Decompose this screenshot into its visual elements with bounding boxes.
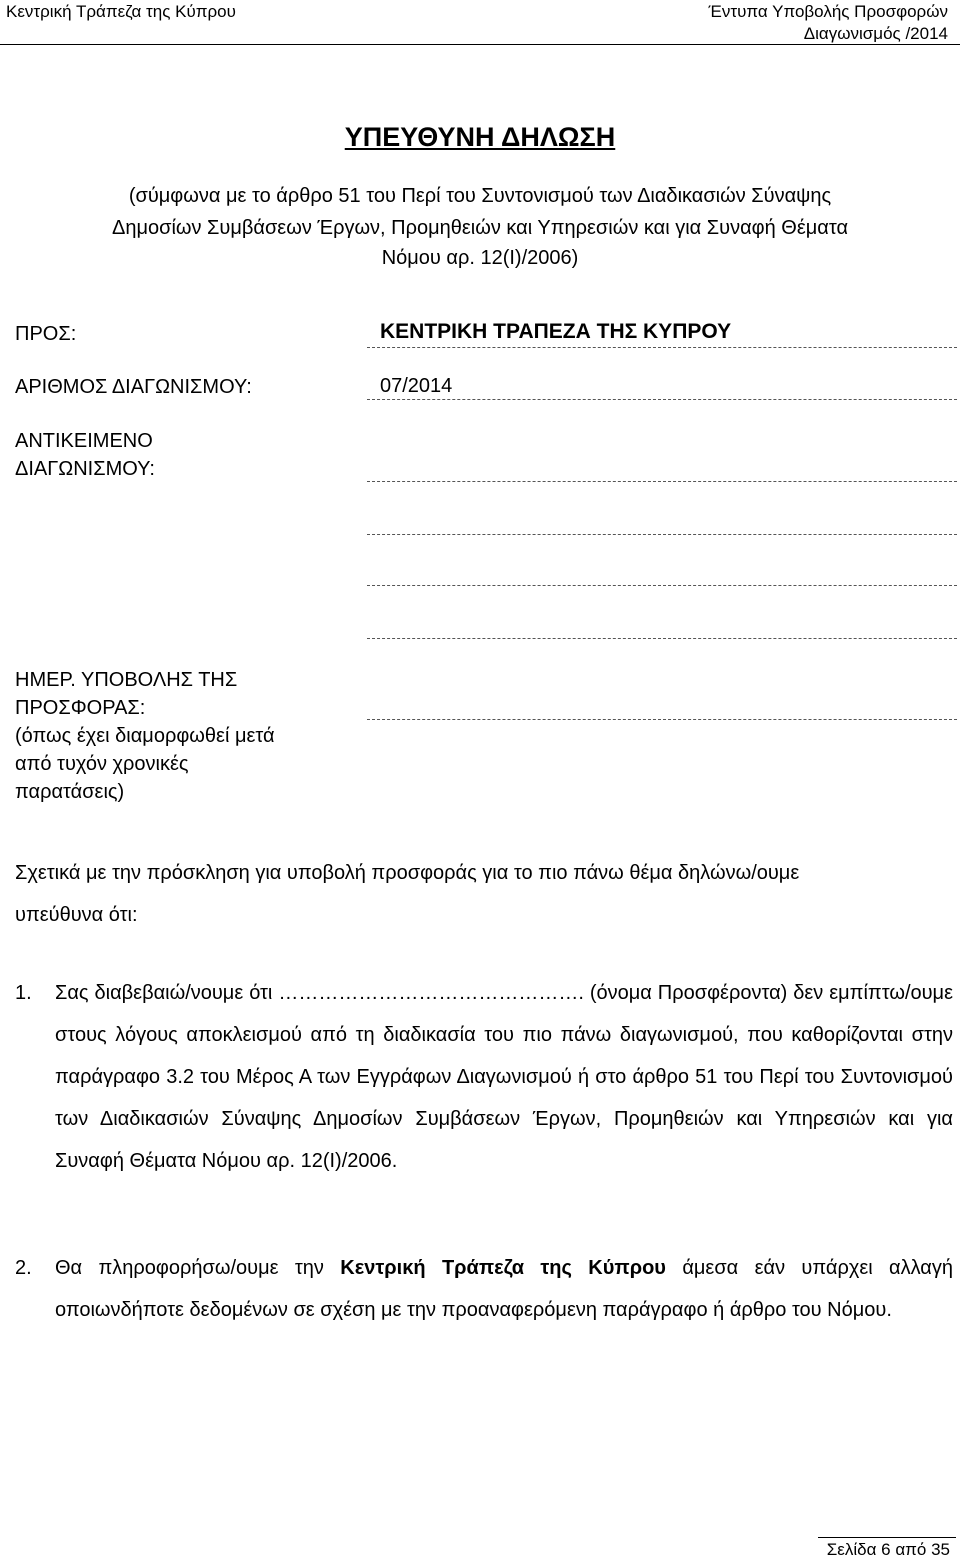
item-2-text-b: άμεσα εάν υπάρχει αλλαγή οποιωνδήποτε δεδομένων σε σχέση με την προαναφερόμενη παράγραφο ή άρθρο του Νόμου. (55, 1257, 953, 1321)
subject-line-1 (367, 481, 957, 482)
number-value: 07/2014 (380, 375, 453, 397)
intro-line-2: Δημοσίων Συμβάσεων Έργων, Προμηθειών και Υπηρεσιών και για Συναφή Θέματα (111, 217, 849, 239)
item-1-dots: ………………………………………. (278, 982, 584, 1004)
header-rule (0, 44, 960, 45)
statement-line-2: υπεύθυνα ότι: (15, 904, 138, 926)
date-note-1: (όπως έχει διαμορφωθεί μετά (15, 725, 275, 747)
header-right-line1: Έντυπα Υποβολής Προσφορών (708, 2, 948, 21)
date-note-3: παρατάσεις) (15, 781, 125, 803)
subject-label-1: ΑΝΤΙΚΕΙΜΕΝΟ (15, 430, 153, 452)
item-2-text-a: Θα πληροφορήσω/ουμε την (55, 1257, 324, 1279)
item-2-bold: Κεντρική Τράπεζα της Κύπρου (340, 1257, 666, 1279)
to-value: ΚΕΝΤΡΙΚΗ ΤΡΑΠΕΖΑ ΤΗΣ ΚΥΠΡΟΥ (380, 320, 732, 343)
item-2-text (55, 1247, 953, 1331)
header-left: Κεντρική Τράπεζα της Κύπρου (6, 2, 236, 21)
to-line (367, 347, 957, 348)
number-line (367, 399, 957, 400)
item-1-number: 1. (15, 982, 32, 1004)
header-right-line2: Διαγωνισμός /2014 (803, 24, 948, 43)
date-note-2: από τυχόν χρονικές (15, 753, 189, 775)
date-label-1: ΗΜΕΡ. ΥΠΟΒΟΛΗΣ ΤΗΣ (15, 669, 238, 691)
subject-line-2 (367, 534, 957, 535)
document-title: ΥΠΕΥΘΥΝΗ ΔΗΛΩΣΗ (344, 122, 616, 152)
subject-label-2: ΔΙΑΓΩΝΙΣΜΟΥ: (15, 458, 155, 480)
item-1-text-b: (όνομα Προσφέροντα) δεν εμπίπτω/ουμε στους λόγους αποκλεισμού από τη διαδικασία του πιο πάνω διαγωνισμού, που καθορίζονται στην παράγραφο 3.2 του Μέρος Α των Εγγράφων Διαγωνισμού ή στο άρθρο 51 του Περί του Συντονισμού των Διαδικασιών Σύναψης Δημοσίων Συμβάσεων Έργων, Προμηθειών και Υπηρεσιών και για Συναφή Θέματα Νόμου αρ. 12(Ι)/2006. (55, 982, 953, 1172)
item-2-number: 2. (15, 1257, 32, 1279)
item-1-text (55, 972, 953, 1182)
number-label: ΑΡΙΘΜΟΣ ΔΙΑΓΩΝΙΣΜΟΥ: (15, 376, 252, 398)
subject-line-3 (367, 585, 957, 586)
to-label: ΠΡΟΣ: (15, 323, 77, 345)
subject-line-4 (367, 638, 957, 639)
intro-line-3: Νόμου αρ. 12(Ι)/2006) (381, 247, 579, 269)
date-label-2: ΠΡΟΣΦΟΡΑΣ: (15, 697, 146, 719)
footer-rule (818, 1537, 956, 1538)
statement-line-1: Σχετικά με την πρόσκληση για υποβολή προσφοράς για το πιο πάνω θέμα δηλώνω/ουμε (15, 862, 800, 884)
intro-line-1: (σύμφωνα με το άρθρο 51 του Περί του Συντονισμού των Διαδικασιών Σύναψης (128, 185, 832, 207)
date-line (367, 719, 957, 720)
item-1-text-a: Σας διαβεβαιώ/νουμε ότι (55, 982, 273, 1004)
page-number: Σελίδα 6 από 35 (826, 1540, 950, 1559)
